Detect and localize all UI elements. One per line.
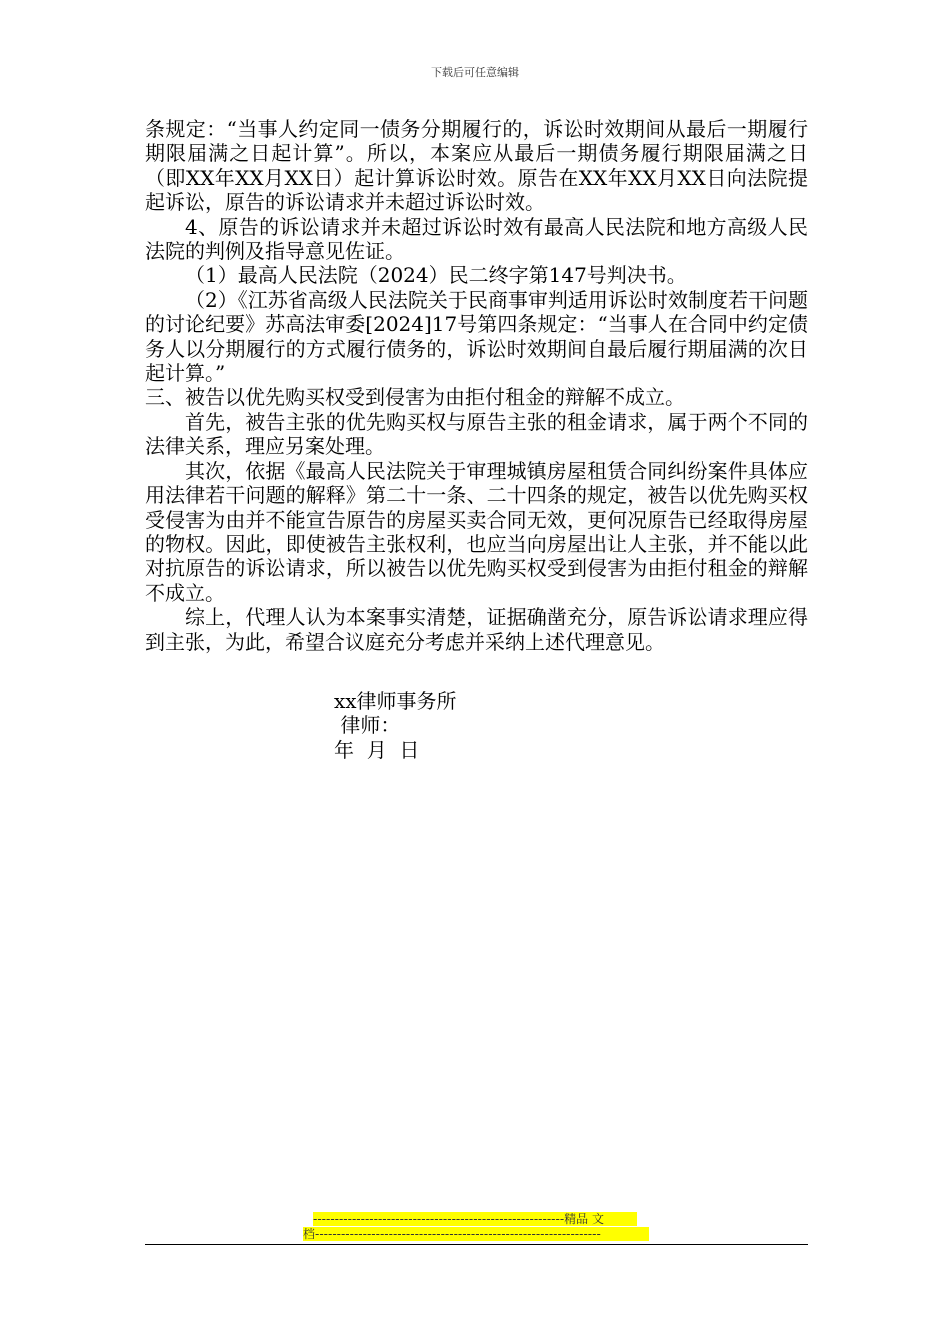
footer-watermark-line-2: 档------------------------------------------------------------------ [303,1227,649,1241]
paragraph-first: 首先，被告主张的优先购买权与原告主张的租金请求，属于两个不同的法律关系，理应另案处理。 [145,409,808,459]
paragraph-second: 其次，依据《最高人民法院关于审理城镇房屋租赁合同纠纷案件具体应用法律若干问题的解释》第二十一条、二十四条的规定，被告以优先购买权受侵害为由并不能宣告原告的房屋买卖合同无效，更何况原告已经取得房屋的物权。因此，即使被告主张权利，也应当向房屋出让人主张，并不能以此对抗原告的诉讼请求，所以被告以优先购买权受到侵害为由拒付租金的辩解不成立。 [145,458,808,605]
paragraph-conclusion: 综上，代理人认为本案事实清楚，证据确凿充分，原告诉讼请求理应得到主张，为此，希望合议庭充分考虑并采纳上述代理意见。 [145,605,808,654]
paragraph-point-4: 4、原告的诉讼请求并未超过诉讼时效有最高人民法院和地方高级人民法院的判例及指导意见佐证。 [145,214,808,264]
signature-date: 年 月 日 [334,738,420,762]
section-heading-3: 三、被告以优先购买权受到侵害为由拒付租金的辩解不成立。 [145,385,685,410]
signature-firm: xx律师事务所 [334,689,457,713]
footer-watermark-line-1: ----------------------------------------------------------精品 文 [313,1212,637,1226]
document-body [145,117,808,654]
footer-divider [145,1244,808,1245]
paragraph-case-citation: （1）最高人民法院（2024）民二终字第147号判决书。 [185,263,687,288]
signature-lawyer: 律师： [334,713,401,737]
paragraph-limitation-rule: 条规定：“当事人约定同一债务分期履行的，诉讼时效期间从最后一期履行期限届满之日起计算”。所以，本案应从最后一期债务履行期限届满之日（即XX年XX月XX日）起计算诉讼时效。原告在XX年XX月XX日向法院提起诉讼，原告的诉讼请求并未超过诉讼时效。 [145,117,808,215]
page-header: 下载后可任意编辑 [431,66,519,79]
paragraph-jiangsu-guidance: （2）《江苏省高级人民法院关于民商事审判适用诉讼时效制度若干问题的讨论纪要》苏高法审委[2024]17号第四条规定：“当事人在合同中约定债务人以分期履行的方式履行债务的，诉讼时效期间自最后履行期届满的次日起计算。” [145,287,808,386]
